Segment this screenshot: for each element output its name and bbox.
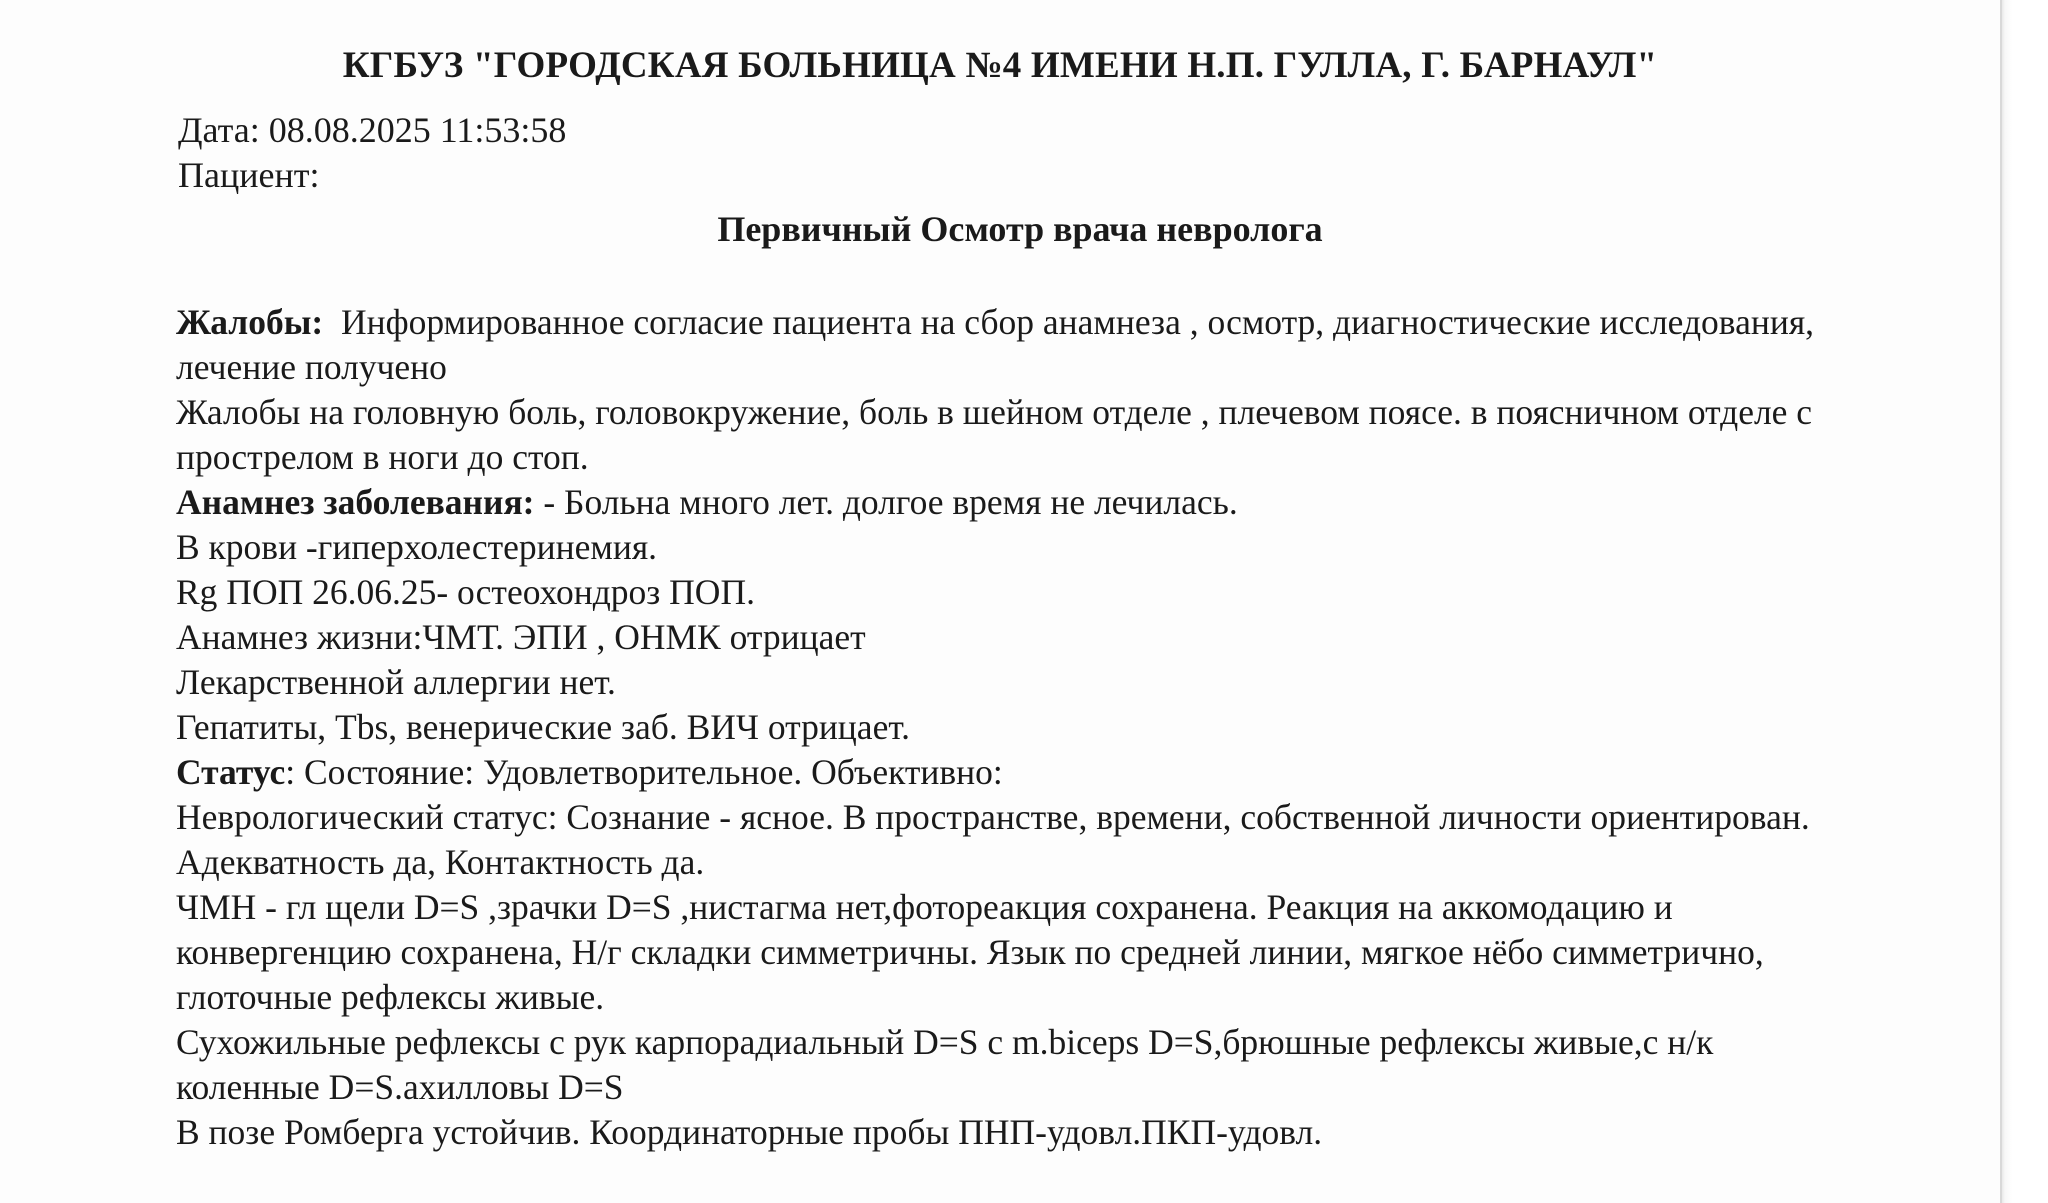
complaints-consent-text: Информированное согласие пациента на сбор анамнеза , осмотр, диагностические исследования, лечение получено	[176, 302, 1815, 387]
anamnesis-label: Анамнез заболевания:	[176, 482, 535, 522]
rg-line: Rg ПОП 26.06.25- остеохондроз ПОП.	[176, 572, 755, 612]
complaints-consent-paragraph	[176, 300, 1816, 390]
reflexes-paragraph: Сухожильные рефлексы с рук карпорадиальный D=S с m.biceps D=S,брюшные рефлексы живые,с н/к коленные D=S.ахилловы D=S	[176, 1022, 1714, 1107]
date-label: Дата:	[178, 110, 260, 150]
document-title: Первичный Осмотр врача невролога	[717, 209, 1323, 249]
date-value: 08.08.2025 11:53:58	[268, 110, 567, 150]
patient-line	[178, 153, 566, 198]
anamnesis-paragraph	[176, 480, 1816, 525]
patient-label: Пациент:	[178, 155, 320, 195]
complaints-paragraph: Жалобы на головную боль, головокружение, боль в шейном отделе , плечевом поясе. в поясничном отделе с прострелом в ноги до стоп.	[176, 392, 1813, 477]
status-label: Статус	[176, 752, 286, 792]
document-body	[176, 300, 1816, 1155]
romberg-line: В позе Ромберга устойчив. Координаторные пробы ПНП-удовл.ПКП-удовл.	[176, 1112, 1323, 1152]
hospital-header: КГБУЗ "ГОРОДСКАЯ БОЛЬНИЦА №4 ИМЕНИ Н.П. ГУЛЛА, Г. БАРНАУЛ"	[342, 45, 1658, 86]
meta-block	[178, 108, 566, 198]
neuro-status-paragraph: Неврологический статус: Сознание - ясное. В пространстве, времени, собственной личности ориентирован. Адекватность да, Контактность да.	[176, 797, 1810, 882]
page-edge	[2000, 0, 2048, 1203]
hepatitis-line: Гепатиты, Tbs, венерические заб. ВИЧ отрицает.	[176, 707, 911, 747]
date-line	[178, 108, 566, 153]
complaints-label: Жалобы:	[176, 302, 324, 342]
status-text: : Состояние: Удовлетворительное. Объективно:	[285, 752, 1003, 792]
life-anamnesis-line: Анамнез жизни:ЧМТ. ЭПИ , ОНМК отрицает	[176, 617, 866, 657]
status-paragraph	[176, 750, 1816, 795]
cranial-nerves-paragraph: ЧМН - гл щели D=S ,зрачки D=S ,нистагма нет,фотореакция сохранена. Реакция на аккомодацию и конвергенцию сохранена, Н/г складки симметричны. Язык по средней линии, мягкое нёбо симметрично, глоточные рефлексы живые.	[176, 887, 1764, 1017]
blood-line: В крови -гиперхолестеринемия.	[176, 527, 658, 567]
anamnesis-text: - Больна много лет. долгое время не лечилась.	[534, 482, 1238, 522]
allergy-line: Лекарственной аллергии нет.	[176, 662, 616, 702]
